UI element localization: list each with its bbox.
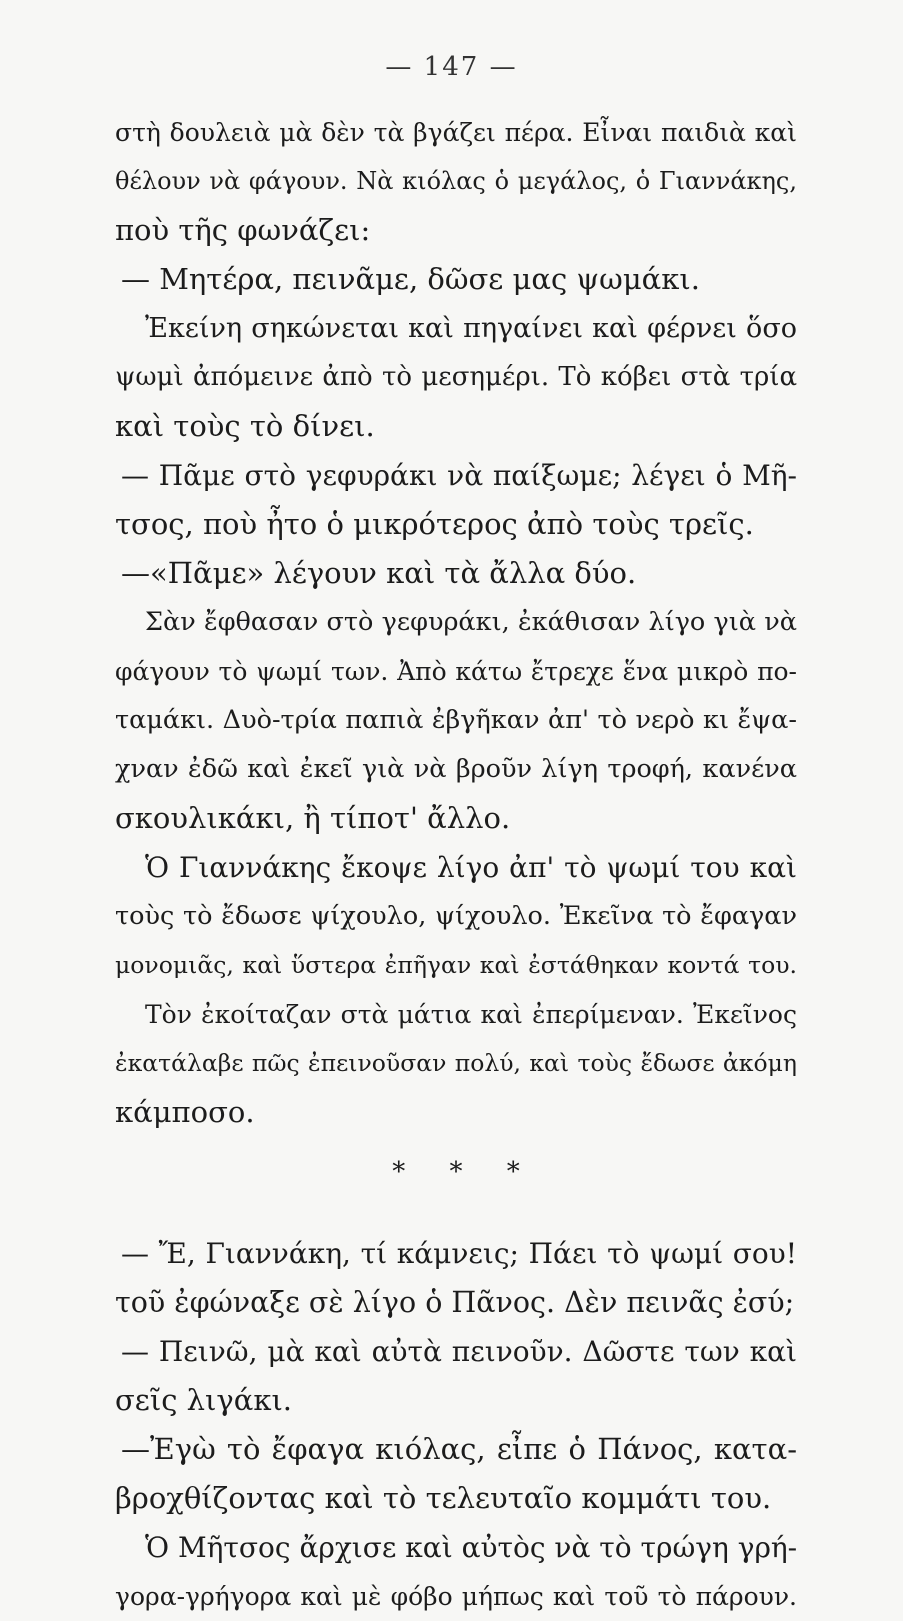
text-line: βροχθίζοντας καὶ τὸ τελευταῖο κομμάτι του. [115, 1481, 772, 1515]
text-line: — Ἔ, Γιαννάκη, τί κάμνεις; Πάει τὸ ψωμί σου! [121, 1237, 797, 1270]
text-line: τοῦ ἐφώναξε σὲ λίγο ὁ Πᾶνος. Δὲν πεινᾶς ἐσύ; [115, 1286, 795, 1319]
text-line: — Μητέρα, πεινᾶμε, δῶσε μας ψωμάκι. [121, 262, 700, 296]
text-line: —«Πᾶμε» λέγουν καὶ τὰ ἄλλα δύο. [121, 556, 637, 590]
text-line: χναν ἐδῶ καὶ ἐκεῖ γιὰ νὰ βροῦν λίγη τροφή, κανένα [115, 754, 797, 784]
text-section-1 [115, 108, 797, 1137]
text-line: —Ἐγὼ τὸ ἔφαγα κιόλας, εἶπε ὁ Πάνος, κατα- [121, 1432, 797, 1466]
text-line: κάμποσο. [115, 1095, 255, 1129]
text-line: Ὁ Μῆτσος ἄρχισε καὶ αὐτὸς νὰ τὸ τρώγη γρή- [145, 1531, 797, 1564]
text-line: τσος, ποὺ ἦτο ὁ μικρότερος ἀπὸ τοὺς τρεῖς. [115, 507, 754, 541]
text-line: φάγουν τὸ ψωμί των. Ἀπὸ κάτω ἔτρεχε ἕνα μικρὸ πο- [115, 657, 797, 686]
text-line: σεῖς λιγάκι. [115, 1383, 293, 1417]
text-line: καὶ τοὺς τὸ δίνει. [115, 409, 375, 443]
text-line: τοὺς τὸ ἔδωσε ψίχουλο, ψίχουλο. Ἐκεῖνα τὸ ἔφαγαν [115, 901, 797, 931]
text-line: γορα-γρήγορα καὶ μὲ φόβο μήπως καὶ τοῦ τὸ πάρουν. [115, 1582, 797, 1611]
text-line: ψωμὶ ἀπόμεινε ἀπὸ τὸ μεσημέρι. Τὸ κόβει στὰ τρία [115, 362, 797, 392]
text-line: σκουλικάκι, ἢ τίποτ' ἄλλο. [115, 801, 511, 835]
text-line: Σὰν ἔφθασαν στὸ γεφυράκι, ἐκάθισαν λίγο γιὰ νὰ [145, 607, 797, 637]
text-line: ποὺ τῆς φωνάζει: [115, 213, 371, 247]
page-number: — 147 — [385, 52, 518, 82]
section-separator: * * * [392, 1157, 538, 1187]
text-line: Τὸν ἐκοίταζαν στὰ μάτια καὶ ἐπερίμεναν. Ἐκεῖνος [145, 1000, 797, 1029]
text-section-2 [115, 1229, 797, 1621]
body-text [115, 108, 797, 1621]
text-line: Ὁ Γιαννάκης ἔκοψε λίγο ἀπ' τὸ ψωμί του καὶ [145, 851, 797, 884]
text-line: ταμάκι. Δυὸ-τρία παπιὰ ἐβγῆκαν ἀπ' τὸ νερὸ κι ἔψα- [115, 705, 797, 735]
text-line: — Πεινῶ, μὰ καὶ αὐτὰ πεινοῦν. Δῶστε των καὶ [121, 1335, 797, 1368]
text-line: θέλουν νὰ φάγουν. Νὰ κιόλας ὁ μεγάλος, ὁ Γιαννάκης, [115, 167, 797, 195]
text-line: ἐκατάλαβε πῶς ἐπεινοῦσαν πολύ, καὶ τοὺς ἔδωσε ἀκόμη [115, 1049, 797, 1077]
text-line: στὴ δουλειὰ μὰ δὲν τὰ βγάζει πέρα. Εἶναι παιδιὰ καὶ [115, 118, 797, 147]
text-line: Ἐκείνη σηκώνεται καὶ πηγαίνει καὶ φέρνει ὅσο [145, 313, 797, 344]
text-line: — Πᾶμε στὸ γεφυράκι νὰ παίξωμε; λέγει ὁ Μῆ- [121, 459, 797, 492]
text-line: μονομιᾶς, καὶ ὕστερα ἐπῆγαν καὶ ἐστάθηκαν κοντά του. [115, 951, 797, 979]
